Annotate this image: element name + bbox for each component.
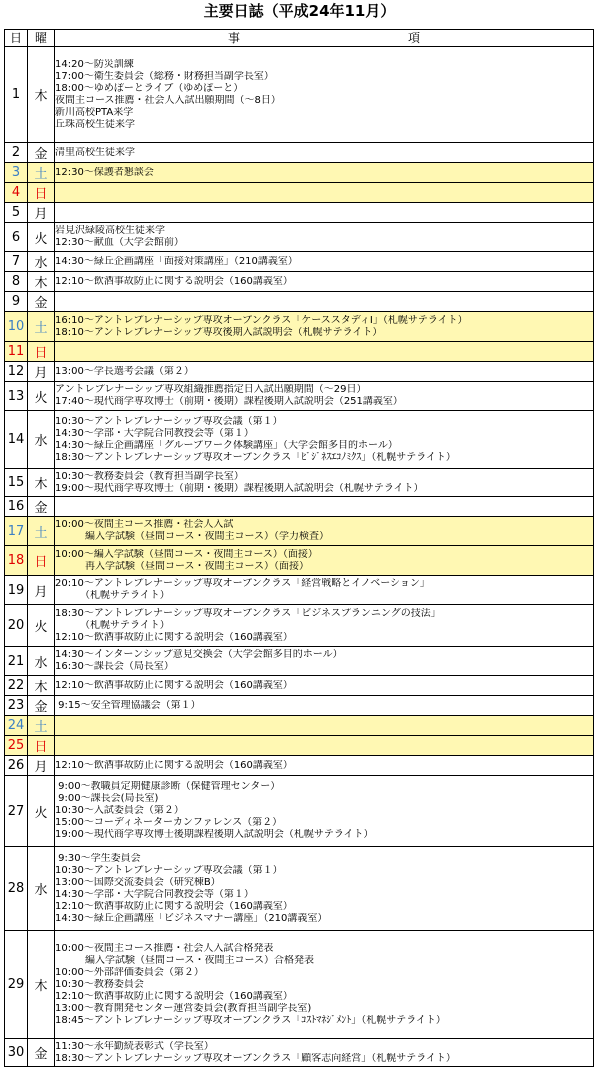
event-line: アントレプレナーシップ専攻組織推薦指定日入試出願期間（～29日） bbox=[55, 384, 367, 395]
events-cell bbox=[55, 756, 594, 776]
day-number: 26 bbox=[5, 756, 28, 776]
day-row bbox=[5, 605, 594, 647]
day-number: 2 bbox=[5, 143, 28, 163]
events-cell bbox=[55, 362, 594, 382]
event-line: 14:30～学部・大学院合同教授会等（第１） bbox=[55, 888, 254, 900]
event-line: 12:30～献血（大学会館前） bbox=[55, 237, 184, 248]
header-events: 事 項 bbox=[55, 30, 594, 47]
day-number: 13 bbox=[5, 382, 28, 411]
event-line: 19:00～現代商学専攻博士（前期・後期）課程後期入試説明会（札幌サテライト） bbox=[55, 482, 424, 494]
day-row bbox=[5, 362, 594, 382]
event-line: 18:30～アントレプレナーシップ専攻オープンクラス「ビジネスプランニングの技法」 bbox=[55, 607, 441, 619]
day-of-week: 土 bbox=[28, 517, 55, 546]
events-cell bbox=[55, 272, 594, 292]
events-cell bbox=[55, 223, 594, 252]
events-cell bbox=[55, 517, 594, 546]
event-line: 17:00～衛生委員会（総務・財務担当副学長室） bbox=[55, 70, 274, 82]
day-of-week: 火 bbox=[28, 605, 55, 647]
day-row bbox=[5, 517, 594, 546]
day-row bbox=[5, 676, 594, 696]
day-row bbox=[5, 716, 594, 736]
event-line: 11:30～永年勤続表彰式（学長室） bbox=[55, 1040, 214, 1052]
events-cell bbox=[55, 497, 594, 517]
day-number: 14 bbox=[5, 411, 28, 469]
events-cell bbox=[55, 716, 594, 736]
day-of-week: 水 bbox=[28, 847, 55, 931]
day-number: 5 bbox=[5, 203, 28, 223]
event-line: 18:45～アントレプレナーシップ専攻オープンクラス「ｺｽﾄﾏﾈｼﾞﾒﾝﾄ」（札幌サテライト） bbox=[55, 1014, 446, 1026]
event-line: 9:00～課長会(局長室) bbox=[55, 793, 159, 804]
day-number: 21 bbox=[5, 647, 28, 676]
event-line: 14:30～緑丘企画講座「面接対策講座」（210講義室） bbox=[55, 255, 298, 267]
event-line: 14:30～学部・大学院合同教授会等（第１） bbox=[55, 427, 254, 439]
day-of-week: 木 bbox=[28, 272, 55, 292]
day-row bbox=[5, 342, 594, 362]
day-of-week: 水 bbox=[28, 647, 55, 676]
event-line: 16:30～課長会（局長室） bbox=[55, 661, 174, 672]
day-row bbox=[5, 272, 594, 292]
day-of-week: 金 bbox=[28, 1039, 55, 1067]
events-cell bbox=[55, 1039, 594, 1067]
day-row bbox=[5, 931, 594, 1039]
day-number: 29 bbox=[5, 931, 28, 1039]
event-line: 13:00～国際交流委員会（研究棟B） bbox=[55, 876, 221, 888]
event-line: 編入学試験（昼間コース・夜間主コース）（学力検査） bbox=[55, 531, 329, 542]
day-number: 9 bbox=[5, 292, 28, 312]
day-of-week: 木 bbox=[28, 469, 55, 497]
day-row bbox=[5, 47, 594, 143]
header-dow: 曜 bbox=[28, 30, 55, 47]
day-number: 16 bbox=[5, 497, 28, 517]
event-line: 編入学試験（昼間コース・夜間主コース）合格発表 bbox=[55, 954, 314, 966]
day-row bbox=[5, 223, 594, 252]
event-line: 12:10～飲酒事故防止に関する説明会（160講義室） bbox=[55, 759, 293, 771]
events-cell bbox=[55, 292, 594, 312]
day-number: 10 bbox=[5, 312, 28, 342]
day-of-week: 日 bbox=[28, 342, 55, 362]
event-line: 丘珠高校生徒来学 bbox=[55, 118, 135, 130]
event-line: 新川高校PTA来学 bbox=[55, 106, 134, 118]
events-cell bbox=[55, 469, 594, 497]
day-of-week: 木 bbox=[28, 676, 55, 696]
day-number: 15 bbox=[5, 469, 28, 497]
events-cell bbox=[55, 931, 594, 1039]
event-line: 12:30～保護者懇談会 bbox=[55, 166, 154, 178]
day-of-week: 月 bbox=[28, 756, 55, 776]
events-cell bbox=[55, 342, 594, 362]
events-cell bbox=[55, 736, 594, 756]
day-row bbox=[5, 546, 594, 576]
event-line: 9:00～教職員定期健康診断（保健管理センター） bbox=[55, 781, 281, 792]
day-row bbox=[5, 647, 594, 676]
events-cell bbox=[55, 163, 594, 183]
events-cell bbox=[55, 252, 594, 272]
day-row bbox=[5, 183, 594, 203]
event-line: 12:10～飲酒事故防止に関する説明会（160講義室） bbox=[55, 275, 293, 287]
event-line: 18:00～ゆめぽーとライブ（ゆめぽーと） bbox=[55, 82, 244, 94]
event-line: 13:00～学長選考会議（第２） bbox=[55, 365, 194, 377]
events-cell bbox=[55, 847, 594, 931]
table-header-row bbox=[5, 30, 594, 47]
day-number: 28 bbox=[5, 847, 28, 931]
day-number: 7 bbox=[5, 252, 28, 272]
event-line: 9:15～安全管理協議会（第１） bbox=[55, 699, 201, 711]
day-of-week: 日 bbox=[28, 736, 55, 756]
day-row bbox=[5, 776, 594, 847]
day-number: 25 bbox=[5, 736, 28, 756]
day-number: 8 bbox=[5, 272, 28, 292]
day-row bbox=[5, 736, 594, 756]
event-line: 12:10～飲酒事故防止に関する説明会（160講義室） bbox=[55, 900, 293, 912]
day-number: 23 bbox=[5, 696, 28, 716]
day-of-week: 日 bbox=[28, 183, 55, 203]
event-line: 18:10～アントレプレナーシップ専攻後期入試説明会（札幌サテライト） bbox=[55, 326, 383, 338]
event-line: 20:10～アントレプレナーシップ専攻オープンクラス「経営戦略とイノベーション」 bbox=[55, 578, 430, 589]
day-number: 1 bbox=[5, 47, 28, 143]
day-number: 12 bbox=[5, 362, 28, 382]
day-of-week: 月 bbox=[28, 203, 55, 223]
event-line: 12:10～飲酒事故防止に関する説明会（160講義室） bbox=[55, 990, 293, 1002]
event-line: 10:30～入試委員会（第２） bbox=[55, 805, 184, 816]
page-title: 主要日誌（平成24年11月） bbox=[203, 2, 396, 20]
day-number: 20 bbox=[5, 605, 28, 647]
day-number: 19 bbox=[5, 576, 28, 605]
day-row bbox=[5, 163, 594, 183]
events-cell bbox=[55, 776, 594, 847]
day-of-week: 日 bbox=[28, 546, 55, 576]
events-cell bbox=[55, 312, 594, 342]
event-line: （札幌サテライト） bbox=[55, 619, 170, 631]
day-of-week: 水 bbox=[28, 411, 55, 469]
day-of-week: 月 bbox=[28, 576, 55, 605]
event-line: 10:30～教務委員会（教育担当副学長室） bbox=[55, 470, 244, 482]
day-number: 11 bbox=[5, 342, 28, 362]
day-row bbox=[5, 696, 594, 716]
day-of-week: 火 bbox=[28, 776, 55, 847]
day-of-week: 土 bbox=[28, 163, 55, 183]
event-line: 14:30～インターンシップ意見交換会（大学会館多目的ホール） bbox=[55, 649, 343, 660]
events-cell bbox=[55, 143, 594, 163]
event-line: 14:30～緑丘企画講座「ビジネスマナー講座」（210講義室） bbox=[55, 912, 328, 924]
event-line: 14:20～防災訓練 bbox=[55, 58, 134, 70]
event-line: 清里高校生徒来学 bbox=[55, 146, 135, 158]
event-line: 19:00～現代商学専攻博士後期課程後期入試説明会（札幌サテライト） bbox=[55, 829, 374, 840]
day-number: 30 bbox=[5, 1039, 28, 1067]
day-number: 18 bbox=[5, 546, 28, 576]
events-cell bbox=[55, 576, 594, 605]
day-number: 24 bbox=[5, 716, 28, 736]
event-line: 10:30～アントレプレナーシップ専攻会議（第１） bbox=[55, 415, 283, 427]
day-row bbox=[5, 756, 594, 776]
event-line: 10:00～夜間主コース推薦・社会人入試合格発表 bbox=[55, 942, 274, 954]
event-line: 10:00～外部評価委員会（第２） bbox=[55, 966, 204, 978]
events-cell bbox=[55, 546, 594, 576]
day-number: 22 bbox=[5, 676, 28, 696]
day-of-week: 土 bbox=[28, 716, 55, 736]
day-of-week: 金 bbox=[28, 696, 55, 716]
header-day: 日 bbox=[5, 30, 28, 47]
event-line: 16:10～アントレプレナーシップ専攻オープンクラス「ケーススタディⅠ」（札幌サテライト） bbox=[55, 314, 468, 326]
event-line: 10:00～夜間主コース推薦・社会人入試 bbox=[55, 519, 234, 530]
event-line: 10:00～編入学試験（昼間コース・夜間主コース）（面接） bbox=[55, 548, 318, 560]
events-cell bbox=[55, 676, 594, 696]
event-line: （札幌サテライト） bbox=[55, 590, 170, 601]
day-number: 4 bbox=[5, 183, 28, 203]
day-number: 27 bbox=[5, 776, 28, 847]
diary-body bbox=[5, 47, 594, 1067]
day-of-week: 火 bbox=[28, 223, 55, 252]
events-cell bbox=[55, 382, 594, 411]
event-line: 10:30～教務委員会 bbox=[55, 978, 144, 990]
day-of-week: 月 bbox=[28, 362, 55, 382]
day-of-week: 金 bbox=[28, 497, 55, 517]
events-cell bbox=[55, 47, 594, 143]
event-line: 17:40～現代商学専攻博士（前期・後期）課程後期入試説明会（251講義室） bbox=[55, 396, 403, 407]
event-line: 9:30～学生委員会 bbox=[55, 852, 141, 864]
events-cell bbox=[55, 647, 594, 676]
events-cell bbox=[55, 411, 594, 469]
day-row bbox=[5, 497, 594, 517]
event-line: 18:30～アントレプレナーシップ専攻オープンクラス「ﾋﾞｼﾞﾈｽｴｺﾉﾐｸｽ」（札幌サテライト） bbox=[55, 451, 456, 463]
event-line: 12:10～飲酒事故防止に関する説明会（160講義室） bbox=[55, 631, 293, 643]
events-cell bbox=[55, 183, 594, 203]
event-line: 18:30～アントレプレナーシップ専攻オープンクラス「顧客志向経営」（札幌サテライト） bbox=[55, 1052, 456, 1064]
day-row bbox=[5, 411, 594, 469]
day-of-week: 木 bbox=[28, 47, 55, 143]
day-row bbox=[5, 252, 594, 272]
diary-table bbox=[4, 29, 594, 1067]
events-cell bbox=[55, 203, 594, 223]
day-of-week: 火 bbox=[28, 382, 55, 411]
event-line: 13:00～教育開発センター運営委員会(教育担当副学長室) bbox=[55, 1002, 312, 1014]
day-number: 17 bbox=[5, 517, 28, 546]
day-row bbox=[5, 847, 594, 931]
day-row bbox=[5, 292, 594, 312]
day-row bbox=[5, 1039, 594, 1067]
event-line: 夜間主コース推薦・社会人入試出願期間（～8日） bbox=[55, 94, 281, 106]
day-row bbox=[5, 469, 594, 497]
event-line: 再入学試験（昼間コース・夜間主コース）（面接） bbox=[55, 560, 309, 572]
day-of-week: 金 bbox=[28, 292, 55, 312]
event-line: 10:30～アントレプレナーシップ専攻会議（第１） bbox=[55, 864, 283, 876]
event-line: 15:00～コーディネーターカンファレンス（第２） bbox=[55, 817, 283, 828]
events-cell bbox=[55, 605, 594, 647]
event-line: 岩見沢緑陵高校生徒来学 bbox=[55, 225, 165, 236]
event-line: 14:30～緑丘企画講座「グループワーク体験講座」（大学会館多目的ホール） bbox=[55, 439, 398, 451]
day-row bbox=[5, 576, 594, 605]
events-cell bbox=[55, 696, 594, 716]
day-row bbox=[5, 203, 594, 223]
day-of-week: 木 bbox=[28, 931, 55, 1039]
day-of-week: 土 bbox=[28, 312, 55, 342]
event-line: 12:10～飲酒事故防止に関する説明会（160講義室） bbox=[55, 679, 293, 691]
day-row bbox=[5, 312, 594, 342]
day-number: 6 bbox=[5, 223, 28, 252]
day-row bbox=[5, 382, 594, 411]
day-number: 3 bbox=[5, 163, 28, 183]
day-row bbox=[5, 143, 594, 163]
day-of-week: 金 bbox=[28, 143, 55, 163]
day-of-week: 水 bbox=[28, 252, 55, 272]
